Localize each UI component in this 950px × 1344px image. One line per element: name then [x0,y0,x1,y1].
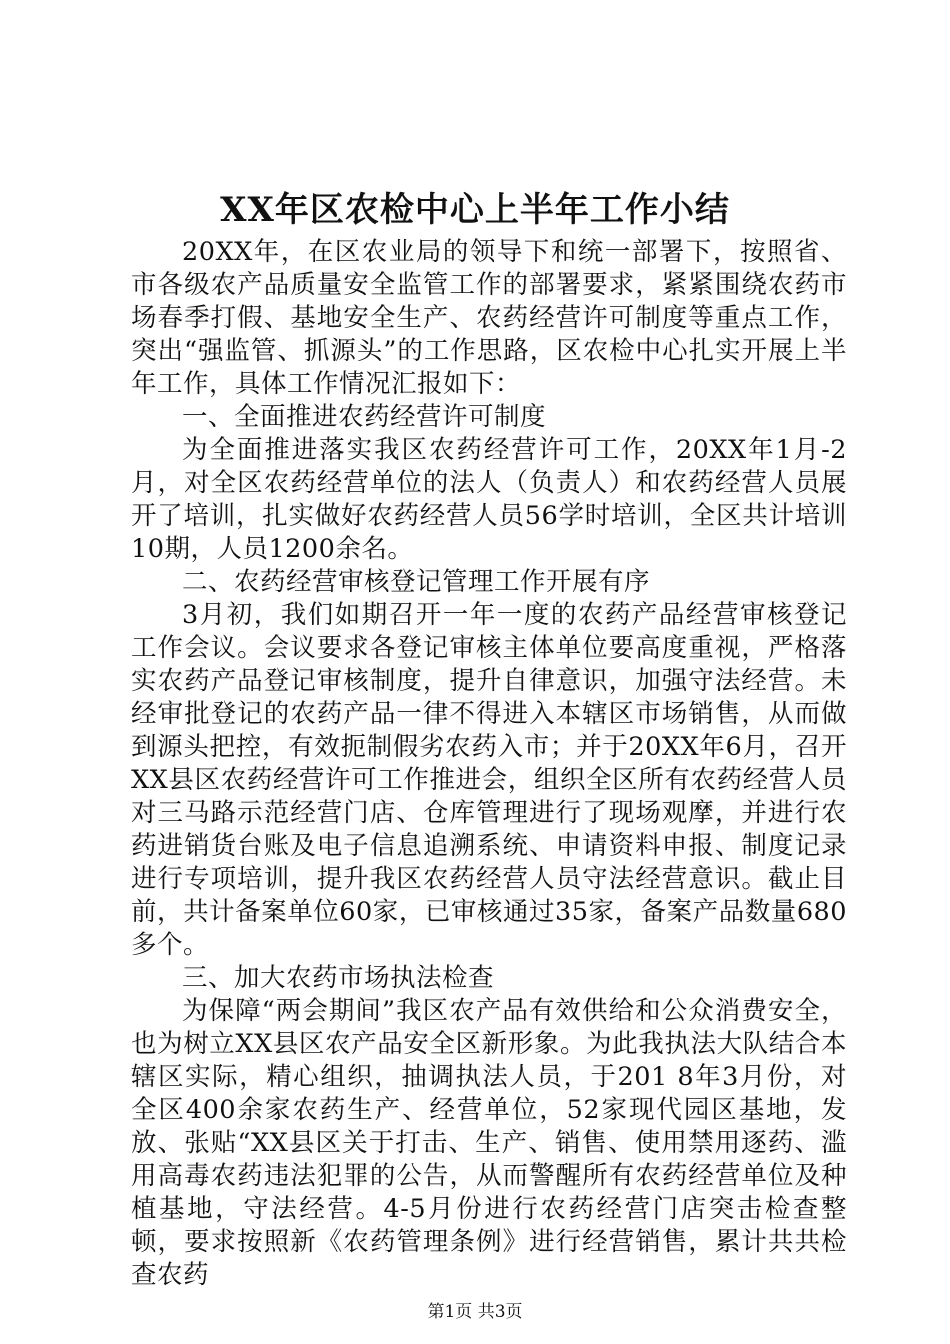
section-2-paragraph: 3月初，我们如期召开一年一度的农药产品经营审核登记工作会议。会议要求各登记审核主体单位要高度重视，严格落实农药产品登记审核制度，提升自律意识，加强守法经营。未经审批登记的农药产品一律不得进入本辖区市场销售，从而做到源头把控，有效扼制假劣农药入市；并于20XX年6月，召开XX县区农药经营许可工作推进会，组织全区所有农药经营人员对三马路示范经营门店、仓库管理进行了现场观摩，并进行农药进销货台账及电子信息追溯系统、申请资料申报、制度记录进行专项培训，提升我区农药经营人员守法经营意识。截止目前，共计备案单位60家，已审核通过35家，备案产品数量680多个。 [131,600,847,960]
section-heading-2: 二、农药经营审核登记管理工作开展有序 [182,567,651,597]
section-heading-3: 三、加大农药市场执法检查 [182,963,495,993]
section-3-paragraph: 为保障“两会期间”我区农产品有效供给和公众消费安全，也为树立XX县区农产品安全区新形象。为此我执法大队结合本辖区实际，精心组织，抽调执法人员，于201 8年3月份，对全区400余家农药生产、经营单位，52家现代园区基地，发放、张贴“XX县区关于打击、生产、销售、使用禁用逐药、滥用高毒农药违法犯罪的公告，从而警醒所有农药经营单位及种植基地，守法经营。4-5月份进行农药经营门店突击检查整顿，要求按照新《农药管理条例》进行经营销售，累计共共检查农药 [131,996,847,1290]
intro-paragraph: 20XX年，在区农业局的领导下和统一部署下，按照省、市各级农产品质量安全监管工作的部署要求，紧紧围绕农药市场春季打假、基地安全生产、农药经营许可制度等重点工作，突出“强监管、抓源头”的工作思路，区农检中心扎实开展上半年工作，具体工作情况汇报如下： [131,237,847,399]
page-number-footer: 第1页 共3页 [427,1302,523,1322]
document-title: XX年区农检中心上半年工作小结 [220,190,730,230]
document-body [131,236,847,1292]
section-1-paragraph: 为全面推进落实我区农药经营许可工作，20XX年1月-2月，对全区农药经营单位的法人（负责人）和农药经营人员展开了培训，扎实做好农药经营人员56学时培训，全区共计培训10期，人员1200余名。 [131,435,847,564]
section-heading-1: 一、全面推进农药经营许可制度 [182,402,547,432]
